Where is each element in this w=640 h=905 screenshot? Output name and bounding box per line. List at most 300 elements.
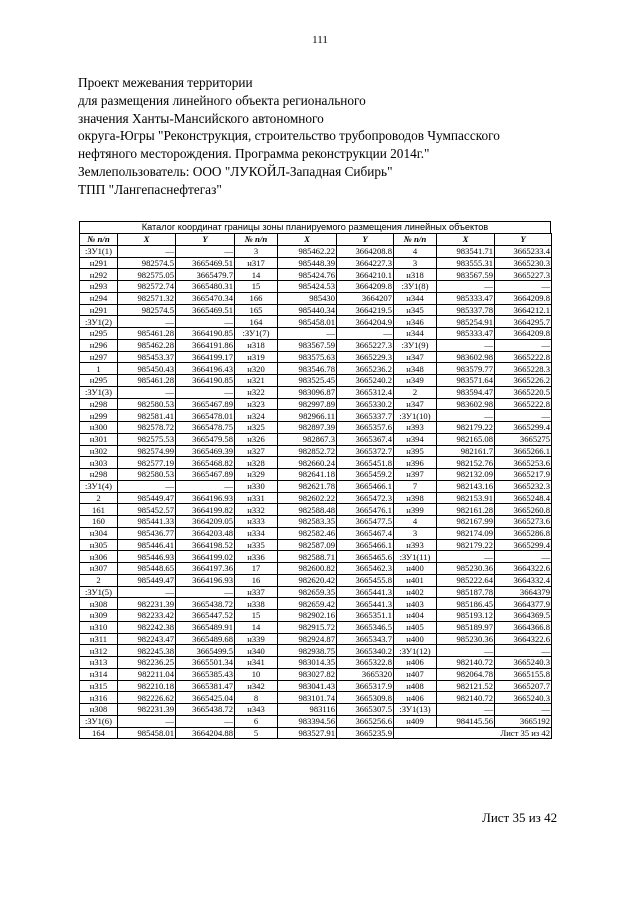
table-cell: н330 [235,480,278,492]
table-cell: 3664322.6 [495,563,552,575]
table-cell: 982659.42 [278,598,337,610]
table-cell: 985424.53 [278,281,337,293]
table-cell: н324 [235,410,278,422]
table-cell: 983027.82 [278,668,337,680]
table-cell: 982582.46 [278,527,337,539]
table-cell: 982140.72 [437,692,495,704]
table-cell: — [118,386,176,398]
table-cell: 985436.77 [118,527,176,539]
table-row [80,375,552,387]
table-cell: 983546.78 [278,363,337,375]
table-cell: н323 [235,398,278,410]
column-header: Y [337,234,394,246]
table-cell: 166 [235,292,278,304]
table-cell: — [278,328,337,340]
table-cell: н292 [80,269,118,281]
table-cell: н336 [235,551,278,563]
table-row [80,245,552,257]
table-cell: 3664204.88 [176,727,235,739]
table-cell: 982578.72 [118,422,176,434]
table-cell: 3664227.3 [337,257,394,269]
table-cell: 3665207.7 [495,680,552,692]
table-cell: 3664295.7 [495,316,552,328]
table-row [80,398,552,410]
table-cell: 983575.63 [278,351,337,363]
table-cell: 3 [394,257,437,269]
table-row [80,692,552,704]
table-cell: 982210.18 [118,680,176,692]
table-row [80,715,552,727]
table-cell: н400 [394,563,437,575]
table-cell: 3665343.7 [337,633,394,645]
table-cell: 982580.53 [118,398,176,410]
table-cell: н302 [80,445,118,457]
table-cell: 985333.47 [437,292,495,304]
table-cell: 3665236.2 [337,363,394,375]
table-cell: 3665467.89 [176,469,235,481]
table-row [80,339,552,351]
table-cell: н293 [80,281,118,293]
table-cell: 983014.35 [278,657,337,669]
table-cell: — [437,339,495,351]
table-cell: н404 [394,610,437,622]
table-cell: 3665425.04 [176,692,235,704]
table-cell: н305 [80,539,118,551]
table-cell: 985187.78 [437,586,495,598]
table-cell: 982966.11 [278,410,337,422]
table-cell: 983394.56 [278,715,337,727]
table-cell: 3665233.4 [495,245,552,257]
table-cell: 982174.09 [437,527,495,539]
table-cell: 4 [394,516,437,528]
table-cell: н325 [235,422,278,434]
column-header: № п/п [80,234,118,246]
table-caption: Каталог координат границы зоны планируемого размещения линейных объектов [79,221,551,233]
table-cell: 17 [235,563,278,575]
table-row [80,351,552,363]
table-cell: 982211.04 [118,668,176,680]
table-cell: 3665340.2 [337,645,394,657]
table-cell: н337 [235,586,278,598]
table-cell: 983116 [278,704,337,716]
table-cell: 982179.22 [437,422,495,434]
table-cell: — [176,480,235,492]
table-cell: 982571.32 [118,292,176,304]
table-cell: — [118,245,176,257]
table-cell: 3665455.8 [337,574,394,586]
table-cell: н303 [80,457,118,469]
table-cell: 982574.99 [118,445,176,457]
table-cell: н334 [235,527,278,539]
table-row [80,598,552,610]
table-cell: н338 [235,598,278,610]
table-cell: 985449.47 [118,492,176,504]
table-cell: 3665501.34 [176,657,235,669]
table-cell: 985337.78 [437,304,495,316]
document-header [78,74,618,199]
table-cell: 983571.64 [437,375,495,387]
column-header: Y [495,234,552,246]
table-cell: н299 [80,410,118,422]
table-cell: н314 [80,668,118,680]
table-cell: — [495,339,552,351]
header-line: округа-Югры "Реконструкция, строительство трубопроводов Чумпасского [78,128,500,144]
table-cell: 3665229.3 [337,351,394,363]
table-row [80,621,552,633]
table-cell: — [176,586,235,598]
table-cell: 3665309.8 [337,692,394,704]
table-cell: — [437,410,495,422]
table-cell: 982659.35 [278,586,337,598]
table-cell: 982243.47 [118,633,176,645]
table-cell: н320 [235,363,278,375]
table-cell: 983594.47 [437,386,495,398]
table-cell: 982924.87 [278,633,337,645]
table-cell: н343 [235,704,278,716]
table-cell: 3665220.5 [495,386,552,398]
table-row [80,645,552,657]
table-cell: 985450.43 [118,363,176,375]
table-cell: 985449.47 [118,574,176,586]
table-cell: н332 [235,504,278,516]
table-cell: н331 [235,492,278,504]
table-cell: 3665222.8 [495,398,552,410]
table-cell: 2 [80,492,118,504]
table-cell: 985424.76 [278,269,337,281]
header-line: для размещения линейного объекта регионального [78,92,366,108]
table-cell: 3665230.3 [495,257,552,269]
table-cell: 3664196.93 [176,492,235,504]
table-cell: 3665227.3 [337,339,394,351]
table-cell: 3664212.1 [495,304,552,316]
table-row [80,492,552,504]
table-cell: 10 [235,668,278,680]
table-cell: н309 [80,610,118,622]
table-cell: 982231.39 [118,704,176,716]
table-cell: 982583.35 [278,516,337,528]
table-cell: 2 [80,574,118,586]
table-cell: 3664198.52 [176,539,235,551]
table-cell: 3665235.9 [337,727,394,739]
column-header: Y [176,234,235,246]
table-cell: 985446.93 [118,551,176,563]
table-row [80,516,552,528]
table-cell: 3665312.4 [337,386,394,398]
table-cell: н400 [394,633,437,645]
table-cell: н296 [80,339,118,351]
table-row [80,433,552,445]
table-cell: 3664204.9 [337,316,394,328]
table-cell: 3665351.1 [337,610,394,622]
table-row [80,292,552,304]
table-cell: — [495,704,552,716]
table-cell: 983541.71 [437,245,495,257]
coordinates-table [79,233,552,739]
table-cell: 983602.98 [437,351,495,363]
table-cell: 3665273.6 [495,516,552,528]
table-cell: — [118,586,176,598]
table-cell: н329 [235,469,278,481]
table-cell: н306 [80,551,118,563]
table-cell: 982242.38 [118,621,176,633]
table-row [80,257,552,269]
table-cell: 983579.77 [437,363,495,375]
table-cell: н397 [394,469,437,481]
table-cell: н393 [394,422,437,434]
header-line: нефтяного месторождения. Программа реконструкции 2014г." [78,146,430,162]
table-cell: н312 [80,645,118,657]
table-cell: :ЗУ1(2) [80,316,118,328]
table-cell: н297 [80,351,118,363]
table-cell: 3665466.1 [337,539,394,551]
table-cell: 3665248.4 [495,492,552,504]
table-cell: 985453.37 [118,351,176,363]
table-cell: н300 [80,422,118,434]
table-cell: 3665468.82 [176,457,235,469]
table-cell: н396 [394,457,437,469]
table-cell: 982602.22 [278,492,337,504]
table-cell: 3 [394,527,437,539]
table-cell: 3665478.01 [176,410,235,422]
table-cell: — [495,645,552,657]
table-cell: — [118,715,176,727]
table-cell: 982897.39 [278,422,337,434]
table-cell: 3665469.51 [176,304,235,316]
table-cell: 3665346.5 [337,621,394,633]
table-cell: н335 [235,539,278,551]
table-cell: н394 [394,433,437,445]
table-cell: — [495,551,552,563]
table-cell: н402 [394,586,437,598]
table-cell: 3665253.6 [495,457,552,469]
table-cell: 985333.47 [437,328,495,340]
table-cell: 3665385.43 [176,668,235,680]
table-cell: 3664197.36 [176,563,235,575]
table-cell: 982132.09 [437,469,495,481]
table-cell: 3664199.02 [176,551,235,563]
table-cell: 982588.71 [278,551,337,563]
table-cell: :ЗУ1(5) [80,586,118,598]
table-cell: 982574.5 [118,257,176,269]
table-row [80,269,552,281]
table-cell: 3665381.47 [176,680,235,692]
table-cell: 982852.72 [278,445,337,457]
table-cell: 985461.28 [118,375,176,387]
table-cell: 14 [235,621,278,633]
table-cell: 3665226.2 [495,375,552,387]
table-cell: 164 [80,727,118,739]
table-cell: 3665192 [495,715,552,727]
table-cell: 982588.48 [278,504,337,516]
table-cell: н313 [80,657,118,669]
table-row [80,551,552,563]
table-cell: 14 [235,269,278,281]
table-cell: 3665438.72 [176,598,235,610]
table-cell: 3664190.85 [176,328,235,340]
table-cell: н407 [394,668,437,680]
table-cell: н406 [394,657,437,669]
table-cell: н321 [235,375,278,387]
table-cell: 1 [80,363,118,375]
table-row [80,410,552,422]
table-cell: — [495,281,552,293]
table-cell: 3665275 [495,433,552,445]
table-cell: 6 [235,715,278,727]
table-cell: 3665227.3 [495,269,552,281]
table-cell: 3665240.3 [495,657,552,669]
table-row [80,281,552,293]
table-cell: н341 [235,657,278,669]
table-cell: 982915.72 [278,621,337,633]
table-cell: н327 [235,445,278,457]
table-cell: 3665467.89 [176,398,235,410]
table-cell: 3665299.4 [495,539,552,551]
table-cell: 3665266.1 [495,445,552,457]
table-cell: 985440.34 [278,304,337,316]
table-cell: н308 [80,704,118,716]
table-cell: 982165.08 [437,433,495,445]
table-row [80,704,552,716]
table-cell: :ЗУ1(10) [394,410,437,422]
table-cell: 3665299.4 [495,422,552,434]
table-cell: 985230.36 [437,633,495,645]
table-cell: :ЗУ1(9) [394,339,437,351]
table-cell: 982577.19 [118,457,176,469]
table-cell: 3665459.2 [337,469,394,481]
table-cell: 983567.59 [437,269,495,281]
table-cell: 3665499.5 [176,645,235,657]
table-cell: н342 [235,680,278,692]
header-line: Проект межевания территории [78,75,253,90]
table-cell: 3665478.75 [176,422,235,434]
page-number: 111 [312,34,328,46]
table-cell: :ЗУ1(8) [394,281,437,293]
table-cell: 985462.28 [118,339,176,351]
table-cell: 985448.39 [278,257,337,269]
table-row [80,363,552,375]
table-cell: 3665228.3 [495,363,552,375]
table-cell: 16 [235,574,278,586]
table-cell: 3665320 [337,668,394,680]
table-row [80,727,552,739]
table-cell: н315 [80,680,118,692]
table-cell: н298 [80,469,118,481]
table-cell: 3665155.8 [495,668,552,680]
table-cell: н408 [394,680,437,692]
table-row [80,469,552,481]
table-cell: 3664191.86 [176,339,235,351]
table-cell: 3664379 [495,586,552,598]
table-cell: 982660.24 [278,457,337,469]
table-cell: н403 [394,598,437,610]
table-cell: :ЗУ1(6) [80,715,118,727]
table-cell: — [437,645,495,657]
table-cell: 985458.01 [118,727,176,739]
table-cell: :ЗУ1(3) [80,386,118,398]
table-cell: 3665469.39 [176,445,235,457]
table-cell: 3664377.9 [495,598,552,610]
table-cell: 3664209.8 [495,292,552,304]
table-cell: 985452.57 [118,504,176,516]
table-cell: — [437,704,495,716]
table-cell: 3665317.9 [337,680,394,692]
table-cell: 3664203.48 [176,527,235,539]
table-cell: 982574.5 [118,304,176,316]
table-row [80,422,552,434]
header-line: ТПП "Лангепаснефтегаз" [78,181,222,197]
table-cell: 983525.45 [278,375,337,387]
table-cell: 3 [235,245,278,257]
table-cell: 3664199.82 [176,504,235,516]
table-cell: 3665465.6 [337,551,394,563]
table-cell: 982572.74 [118,281,176,293]
table-cell: 985458.01 [278,316,337,328]
table-row [80,527,552,539]
sheet-label: Лист 35 из 42 [482,810,558,825]
table-cell: 982575.05 [118,269,176,281]
table-cell: 982620.42 [278,574,337,586]
table-cell: 982121.52 [437,680,495,692]
table-cell: н308 [80,598,118,610]
table-cell: :ЗУ1(12) [394,645,437,657]
table-row [80,563,552,575]
table-cell: 3665438.72 [176,704,235,716]
table-cell: 982167.99 [437,516,495,528]
table-cell: н393 [394,539,437,551]
table-row [80,445,552,457]
table-cell: н304 [80,527,118,539]
table-cell: н316 [80,692,118,704]
table-cell: 3665441.3 [337,586,394,598]
table-cell: 3665217.9 [495,469,552,481]
table-cell: 3664219.5 [337,304,394,316]
table-cell: 983555.31 [437,257,495,269]
table-cell: 983527.91 [278,727,337,739]
table-cell: н344 [394,328,437,340]
table-cell: 3665240.3 [495,692,552,704]
table-cell: 982621.78 [278,480,337,492]
table-row [80,316,552,328]
table-cell: 3665357.6 [337,422,394,434]
table-cell: 3664322.6 [495,633,552,645]
table-cell: 3665480.31 [176,281,235,293]
table-cell: — [176,715,235,727]
table-cell: — [337,328,394,340]
table-cell: н406 [394,692,437,704]
table-cell: 985254.91 [437,316,495,328]
table-cell: 3665260.8 [495,504,552,516]
table-row [80,657,552,669]
table-cell: н347 [394,398,437,410]
table-cell: 3664196.93 [176,574,235,586]
table-cell: 3665489.91 [176,621,235,633]
table-cell: 3664207 [337,292,394,304]
table-cell: н347 [394,351,437,363]
table-cell: 983101.74 [278,692,337,704]
table-cell: н318 [235,339,278,351]
table-cell: н344 [394,292,437,304]
table-row [80,610,552,622]
table-cell: 982161.7 [437,445,495,457]
table-cell: 3665441.3 [337,598,394,610]
table-cell: 985189.97 [437,621,495,633]
table-cell: 983602.98 [437,398,495,410]
table-row [80,328,552,340]
table-cell: н326 [235,433,278,445]
table-cell: 984145.56 [437,715,495,727]
table-cell: — [437,281,495,293]
table-cell: 982587.09 [278,539,337,551]
